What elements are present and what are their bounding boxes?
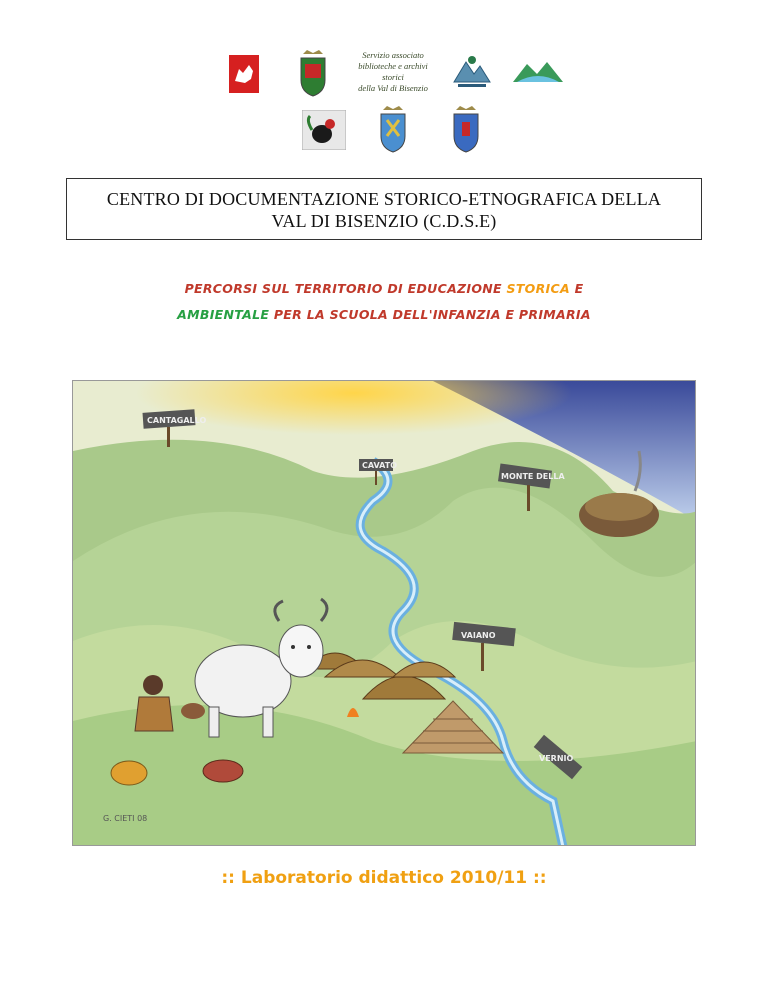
- sign-cantagallo-text: CANTAGALLO: [147, 416, 207, 425]
- illustration: [72, 380, 696, 846]
- association-logo: [348, 50, 438, 94]
- subtitle-line-2: [60, 302, 708, 328]
- comune-crest-logo-3: [448, 106, 484, 154]
- comunita-montana-logo: [450, 52, 494, 92]
- title-box: [66, 178, 702, 240]
- sign-vernio-text: VERNIO: [539, 754, 574, 763]
- sign-monte-text: MONTE DELLA: [501, 472, 565, 481]
- rooster-logo: [302, 110, 346, 150]
- association-line-1: Servizio associato: [362, 50, 424, 60]
- comune-crest-logo-2: [375, 106, 411, 154]
- subtitle-part-3: E: [569, 281, 584, 296]
- mountains-logo: [513, 56, 563, 86]
- subtitle-part-2: STORICA: [506, 281, 570, 296]
- association-line-2: biblioteche e archivi storici: [358, 61, 428, 82]
- artist-signature: G. CIETI 08: [103, 814, 148, 823]
- tuscany-region-logo: [229, 55, 259, 93]
- sign-cavato-text: CAVATO: [362, 461, 397, 470]
- subtitle: [60, 276, 708, 328]
- subtitle-part-4: AMBIENTALE: [177, 307, 270, 322]
- subtitle-part-5: PER LA SCUOLA DELL'INFANZIA E PRIMARIA: [269, 307, 591, 322]
- title-line-1: CENTRO DI DOCUMENTAZIONE STORICO-ETNOGRAFICA DELLA: [106, 189, 662, 209]
- subtitle-line-1: [60, 276, 708, 302]
- association-line-3: della Val di Bisenzio: [358, 83, 428, 93]
- title-line-2: VAL DI BISENZIO (C.D.S.E): [271, 211, 497, 231]
- basket: [111, 761, 147, 785]
- subtitle-part-1: PERCORSI SUL TERRITORIO DI EDUCAZIONE: [184, 281, 507, 296]
- sign-vaiano-text: VAIANO: [461, 631, 496, 640]
- comune-crest-logo-1: [295, 50, 331, 98]
- meat: [203, 760, 243, 782]
- footer-label: :: Laboratorio didattico 2010/11 ::: [221, 868, 547, 888]
